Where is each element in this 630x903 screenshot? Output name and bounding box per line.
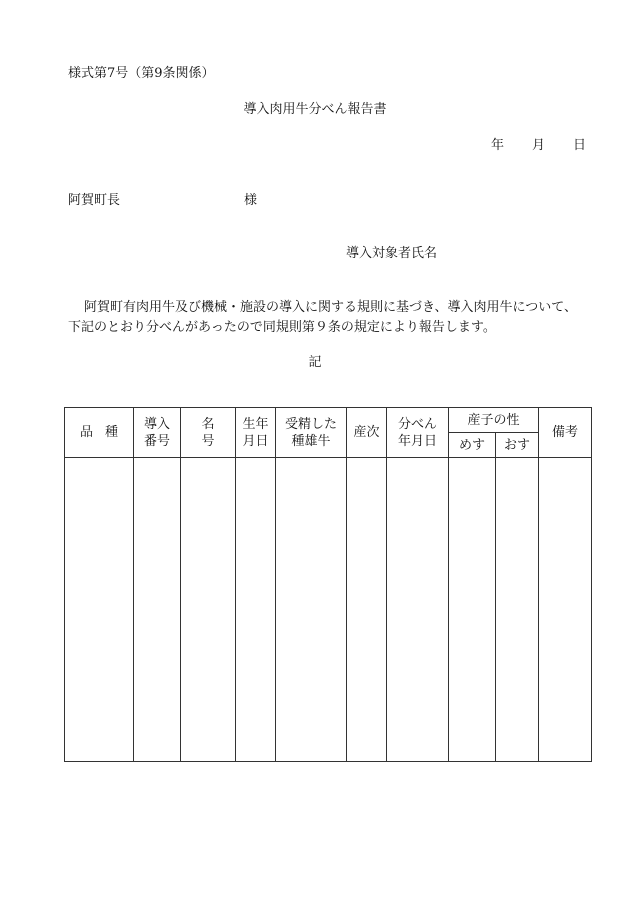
cell-calving-date[interactable]	[387, 458, 449, 762]
header-name: 名号	[181, 408, 236, 458]
header-remarks: 備考	[539, 408, 592, 458]
header-sire-line-2: 種雄牛	[291, 433, 331, 449]
header-calving-date-line-1: 分べん	[397, 416, 437, 432]
cell-date-of-birth[interactable]	[236, 458, 276, 762]
date-day-label: 日	[573, 138, 587, 153]
header-calving-date	[387, 408, 449, 458]
form-number: 様式第7号（第9条関係）	[68, 66, 215, 81]
header-intro-number	[134, 408, 181, 458]
cell-intro-number[interactable]	[134, 458, 181, 762]
header-female: めす	[449, 433, 496, 458]
header-parity: 産次	[347, 408, 387, 458]
header-sire	[276, 408, 347, 458]
document-title: 導入肉用牛分べん報告書	[243, 102, 387, 117]
addressee-name: 阿賀町長	[68, 193, 121, 208]
applicant-name-label: 導入対象者氏名	[346, 246, 438, 261]
header-sire-line-1: 受精した	[284, 416, 337, 432]
cell-sire[interactable]	[276, 458, 347, 762]
cell-remarks[interactable]	[539, 458, 592, 762]
header-calving-date-line-2: 年月日	[397, 433, 437, 449]
date-year-label: 年	[491, 138, 505, 153]
addressee-suffix: 様	[244, 193, 258, 208]
report-body-line-2: 下記のとおり分べんがあったので同規則第９条の規定により報告します。	[68, 320, 496, 335]
header-breed: 品種	[65, 408, 134, 458]
header-intro-number-line-1: 導入	[143, 416, 170, 432]
cell-name[interactable]	[181, 458, 236, 762]
header-male: おす	[496, 433, 539, 458]
cell-female[interactable]	[449, 458, 496, 762]
cell-parity[interactable]	[347, 458, 387, 762]
header-intro-number-line-2: 番号	[143, 433, 170, 449]
date-line	[491, 138, 586, 154]
cell-male[interactable]	[496, 458, 539, 762]
report-body-line-1: 阿賀町有肉用牛及び機械・施設の導入に関する規則に基づき、導入肉用牛について、	[84, 300, 577, 315]
calving-record-table	[64, 407, 592, 762]
cell-breed[interactable]	[65, 458, 134, 762]
report-body	[68, 298, 588, 338]
header-date-of-birth	[236, 408, 276, 458]
date-month-label: 月	[532, 138, 546, 153]
table-row	[65, 458, 592, 762]
header-date-of-birth-line-2: 月日	[242, 433, 269, 449]
header-date-of-birth-line-1: 生年	[242, 416, 269, 432]
record-mark: 記	[308, 355, 322, 370]
header-calf-sex: 産子の性	[449, 408, 539, 433]
